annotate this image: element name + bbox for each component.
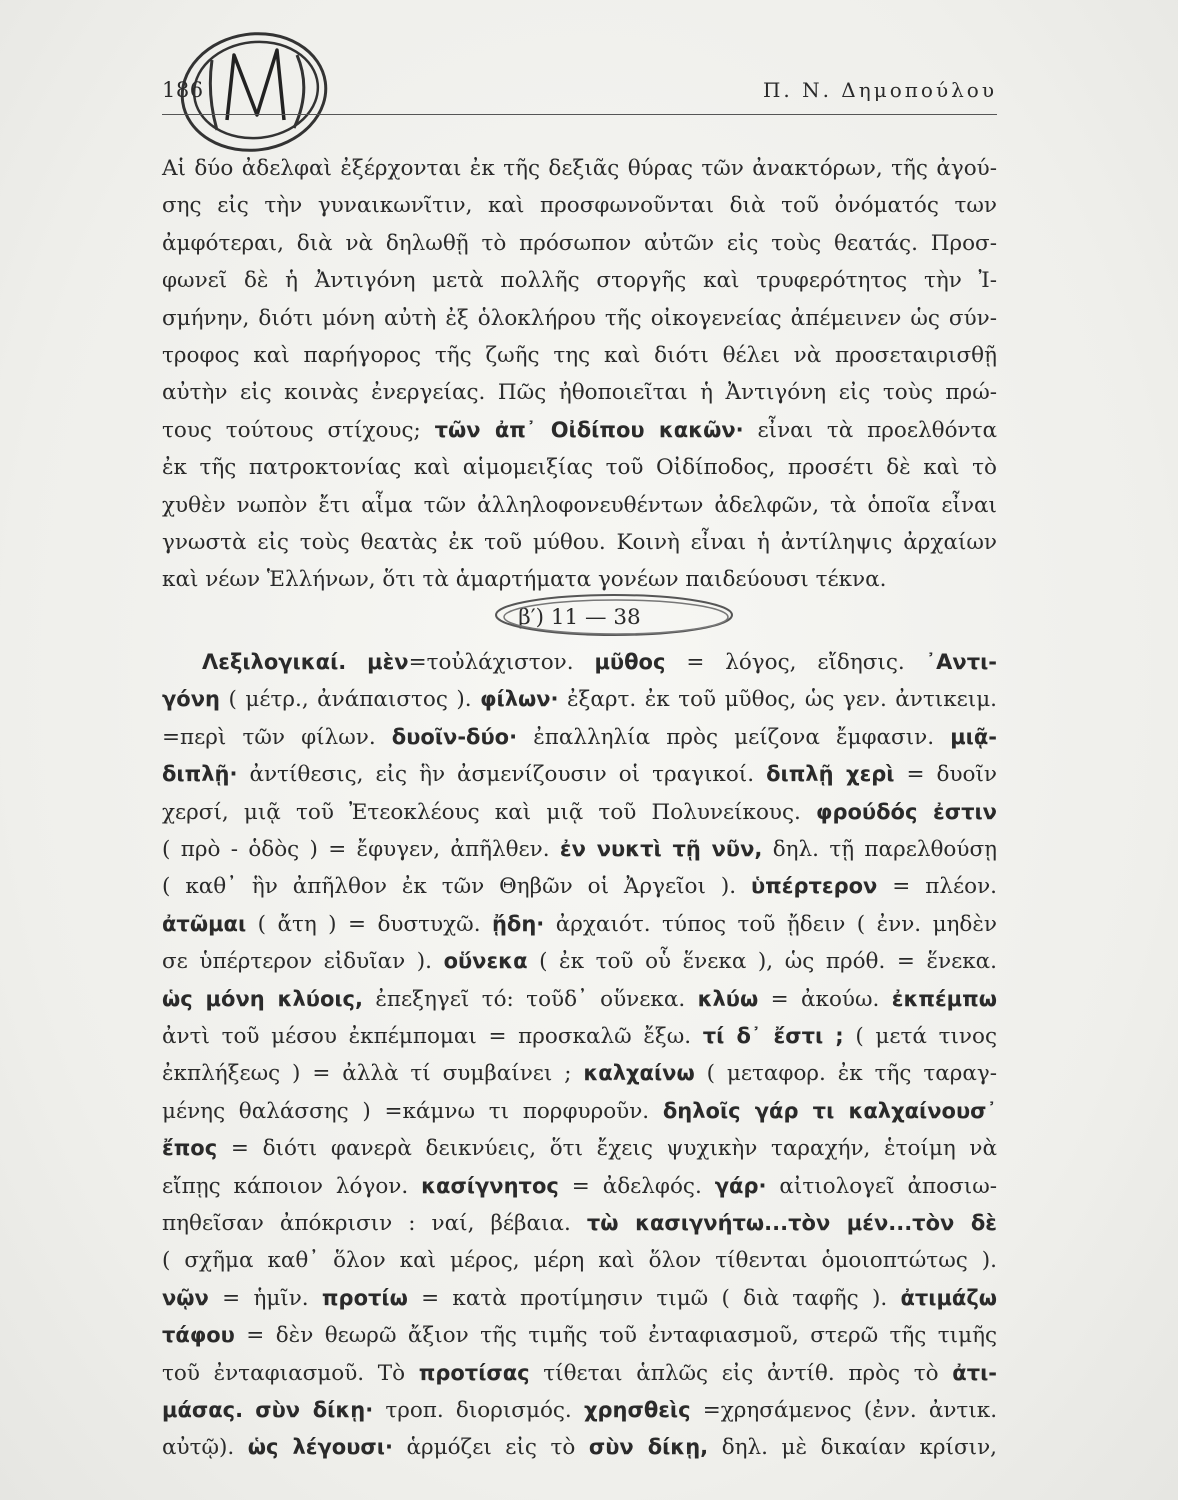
text-run: ἐπαλληλία πρὸς μείζονα ἔμφασιν. — [533, 724, 935, 750]
bold-term: κλύω — [697, 986, 759, 1011]
text-line — [162, 1317, 997, 1354]
text-run: πηθεῖσαν ἀπόκρισιν : ναί, βέβαια. — [162, 1210, 571, 1236]
text-line — [162, 412, 997, 449]
bold-term: γόνη — [162, 687, 220, 712]
bold-term: προτίω — [321, 1285, 408, 1310]
text-run: ( πρὸ - ὁδὸς ) = ἔφυγεν, ἀπῆλθεν. — [162, 837, 550, 863]
bold-term: διπλῇ χερὶ — [766, 762, 895, 787]
text-line: αὐτὴν εἰς κοινὰς ἐνεργείας. Πῶς ἠθοποιεῖται ἡ Ἀντιγόνη εἰς τοὺς πρώ- — [162, 380, 997, 406]
bold-term: Λεξιλογικαί. — [202, 650, 347, 675]
bold-term: ᾿Αντι- — [925, 650, 997, 675]
text-line — [162, 681, 997, 718]
section-heading-text: β′) 11 — 38 — [518, 604, 641, 630]
text-line: ἐκ τῆς πατροκτονίας καὶ αἱμομειξίας τοῦ Οἰδίποδος, προσέτι δὲ καὶ τὸ — [162, 455, 997, 481]
text-run: ἐξαρτ. ἐκ τοῦ μῦθος, ὡς γεν. ἀντικειμ. — [567, 687, 998, 713]
text-run: ( καθ᾿ ἣν ἀπῆλθον ἐκ τῶν Θηβῶν οἱ Ἀργεῖοι ). — [162, 874, 737, 900]
text-line — [162, 644, 997, 681]
bold-term: καλχαίνω — [583, 1061, 695, 1086]
text-line — [162, 906, 997, 943]
text-run: δηλ. τῇ παρελθούσῃ — [772, 837, 998, 863]
text-run: ( μετά τινος — [855, 1023, 997, 1049]
bold-term: κασίγνητος — [421, 1173, 559, 1198]
page-header — [162, 78, 997, 106]
text-line — [162, 1168, 997, 1205]
text-run: τοῦ ἐνταφιασμοῦ. Τὸ — [162, 1360, 406, 1386]
text-run: ἁρμόζει εἰς τὸ — [406, 1435, 576, 1461]
bold-term: φίλων· — [480, 687, 559, 712]
text-line: τροφος καὶ παρήγορος τῆς ζωῆς της καὶ διότι θέλει νὰ προσεταιρισθῇ — [162, 342, 997, 368]
text-run: = δυοῖν — [906, 762, 997, 788]
text-line: φωνεῖ δὲ ἡ Ἀντιγόνη μετὰ πολλῆς στοργῆς καὶ τρυφερότητος τὴν Ἰ- — [162, 268, 997, 294]
page-number: 186 — [162, 78, 204, 102]
text-line: χυθὲν νωπὸν ἔτι αἷμα τῶν ἀλληλοφονευθέντων ἀδελφῶν, τὰ ὁποῖα εἶναι — [162, 492, 997, 518]
bold-term: μιᾷ- — [950, 724, 997, 749]
bold-term: ἔπος — [162, 1136, 218, 1161]
text-run: = κατὰ προτίμησιν τιμῶ ( διὰ ταφῆς ). — [421, 1285, 888, 1311]
bold-term: νῷν — [162, 1285, 209, 1310]
bold-term: ὡς λέγουσι· — [247, 1435, 393, 1460]
bold-term: δηλοῖς γάρ τι καλχαίνουσ᾿ — [662, 1098, 997, 1123]
bold-term: δυοῖν-δύο· — [391, 724, 518, 749]
text-line — [162, 831, 997, 868]
bold-term: ὡς μόνη κλύοις, — [162, 986, 363, 1011]
bold-term: ἐν νυκτὶ τῇ νῦν, — [559, 837, 763, 862]
text-line — [162, 1280, 997, 1317]
bold-term: τάφου — [162, 1323, 235, 1348]
text-line — [162, 1018, 997, 1055]
bold-term: ἀτι- — [952, 1360, 997, 1385]
text-line — [162, 1055, 997, 1092]
header-rule — [162, 114, 997, 115]
text-run: αὐτῷ). — [162, 1435, 235, 1461]
text-line: σμήνην, διότι μόνη αὐτὴ ἐξ ὁλοκλήρου τῆς οἰκογενείας ἀπέμεινεν ὡς σύν- — [162, 305, 997, 331]
bold-term: φρούδός ἐστιν — [816, 799, 997, 824]
text-run: = πλέον. — [892, 874, 997, 900]
text-run: αἰτιολογεῖ ἀποσιω- — [779, 1173, 998, 1199]
text-run: ( ἄτη ) = δυστυχῶ. — [257, 911, 481, 937]
text-line: σης εἰς τὴν γυναικωνῖτιν, καὶ προσφωνοῦνται διὰ τοῦ ὀνόματός των — [162, 193, 997, 219]
body-text — [162, 150, 997, 1467]
text-line: γνωστὰ εἰς τοὺς θεατὰς ἐκ τοῦ μύθου. Κοινὴ εἶναι ἡ ἀντίληψις ἀρχαίων — [162, 529, 997, 555]
section-heading — [508, 599, 650, 636]
bold-term: διπλῇ· — [162, 762, 238, 787]
bold-term: οὕνεκα — [443, 949, 528, 974]
text-run: ἐπεξηγεῖ τό: τοῦδ᾿ οὕνεκα. — [375, 986, 686, 1012]
section-heading-row — [162, 599, 997, 636]
text-line: καὶ νέων Ἑλλήνων, ὅτι τὰ ἁμαρτήματα γονέων παιδεύουσι τέκνα. — [162, 567, 887, 593]
text-run: = διότι φανερὰ δεικνύεις, ὅτι ἔχεις ψυχικὴν ταραχήν, ἑτοίμη νὰ — [230, 1136, 997, 1162]
text-line — [162, 868, 997, 905]
text-run: = δὲν θεωρῶ ἄξιον τῆς τιμῆς τοῦ ἐνταφιασμοῦ, στερῶ τῆς τιμῆς — [246, 1323, 997, 1349]
text-line — [162, 1355, 997, 1392]
text-run: = ἀκούω. — [770, 986, 880, 1012]
text-line — [162, 943, 997, 980]
text-run: σε ὑπέρτερον εἰδυῖαν ). — [162, 949, 432, 975]
text-run: = ἡμῖν. — [222, 1285, 309, 1311]
bold-term: ᾔδη· — [491, 911, 545, 936]
text-run: μένης θαλάσσης ) =κάμνω τι πορφυροῦν. — [162, 1098, 650, 1124]
bold-term: τὼ κασιγνήτω...τὸν μέν...τὸν δὲ — [586, 1210, 997, 1235]
bold-term: ἀτιμάζω — [900, 1285, 998, 1310]
text-line: ( σχῆμα καθ᾿ ὅλον καὶ μέρος, μέρη καὶ ὅλον τίθενται ὁμοιοπτώτως ). — [162, 1248, 997, 1274]
text-line — [162, 756, 997, 793]
text-run: ἐκπλήξεως ) = ἀλλὰ τί συμβαίνει ; — [162, 1061, 572, 1087]
text-line: ἀμφότεραι, διὰ νὰ δηλωθῇ τὸ πρόσωπον αὐτῶν εἰς τοὺς θεατάς. Προσ- — [162, 230, 997, 256]
text-run: =τοὐλάχιστον. — [408, 650, 574, 676]
text-run: ἀρχαιότ. τύπος τοῦ ᾔδειν ( ἐνν. μηδὲν — [555, 911, 997, 937]
text-line: Αἱ δύο ἀδελφαὶ ἐξέρχονται ἐκ τῆς δεξιᾶς θύρας τῶν ἀνακτόρων, τῆς ἀγού- — [162, 156, 997, 181]
bold-term: προτίσας — [418, 1360, 530, 1385]
text-run: εἴπῃς κάποιον λόγον. — [162, 1173, 409, 1199]
text-run: τους τούτους στίχους; — [162, 417, 421, 443]
text-line — [162, 1429, 997, 1466]
bold-term: μῦθος — [594, 650, 666, 675]
bold-term: ἀτῶμαι — [162, 911, 247, 936]
text-line — [162, 794, 997, 831]
text-run: ἀντίθεσις, εἰς ἣν ἀσμενίζουσιν οἱ τραγικοί. — [249, 762, 755, 788]
text-run: =περὶ τῶν φίλων. — [162, 724, 376, 750]
text-run: ( ἐκ τοῦ οὗ ἕνεκα ), ὡς πρόθ. = ἕνεκα. — [539, 949, 998, 975]
text-line — [162, 719, 997, 756]
text-run: χερσί, μιᾷ τοῦ Ἐτεοκλέους καὶ μιᾷ τοῦ Πολυνείκους. — [162, 799, 801, 825]
bold-term: σὺν δίκῃ, — [588, 1435, 709, 1460]
text-run: ( μέτρ., ἀνάπαιστος ). — [228, 687, 472, 713]
text-run: =χρησάμενος (ἐνν. ἀντικ. — [702, 1397, 998, 1423]
bold-term: γάρ· — [714, 1173, 767, 1198]
text-run: = λόγος, εἴδησις. — [686, 650, 905, 676]
bold-term: σὺν δίκῃ· — [255, 1397, 374, 1422]
text-run: δηλ. μὲ δικαίαν κρίσιν, — [721, 1435, 997, 1461]
bold-term: ὑπέρτερον — [750, 874, 878, 899]
text-run: ἀντὶ τοῦ μέσου ἐκπέμπομαι = προσκαλῶ ἔξω. — [162, 1023, 692, 1049]
text-run: τροπ. διορισμός. — [385, 1397, 572, 1423]
bold-term: ἐκπέμπω — [891, 986, 997, 1011]
text-line — [162, 1392, 997, 1429]
pencil-oval-icon — [486, 591, 746, 641]
text-run: εἶναι τὰ προελθόντα — [757, 417, 997, 443]
bold-term: τί δ᾿ ἔστι ; — [702, 1023, 844, 1048]
text-line — [162, 981, 997, 1018]
text-run: ( μεταφορ. ἐκ τῆς ταραγ- — [706, 1061, 998, 1087]
text-line — [162, 1130, 997, 1167]
running-head: Π. Ν. Δημοπούλου — [762, 78, 997, 102]
bold-term: τῶν ἀπ᾽ Οἰδίπου κακῶν· — [434, 417, 744, 442]
text-run: τίθεται ἁπλῶς εἰς ἀντίθ. πρὸς τὸ — [543, 1360, 939, 1386]
text-line — [162, 1093, 997, 1130]
bold-term: μὲν — [367, 650, 409, 675]
bold-term: χρησθεὶς — [583, 1397, 691, 1422]
text-run: = ἀδελφός. — [571, 1173, 702, 1199]
bold-term: μάσας. — [162, 1397, 244, 1422]
text-line — [162, 1205, 997, 1242]
